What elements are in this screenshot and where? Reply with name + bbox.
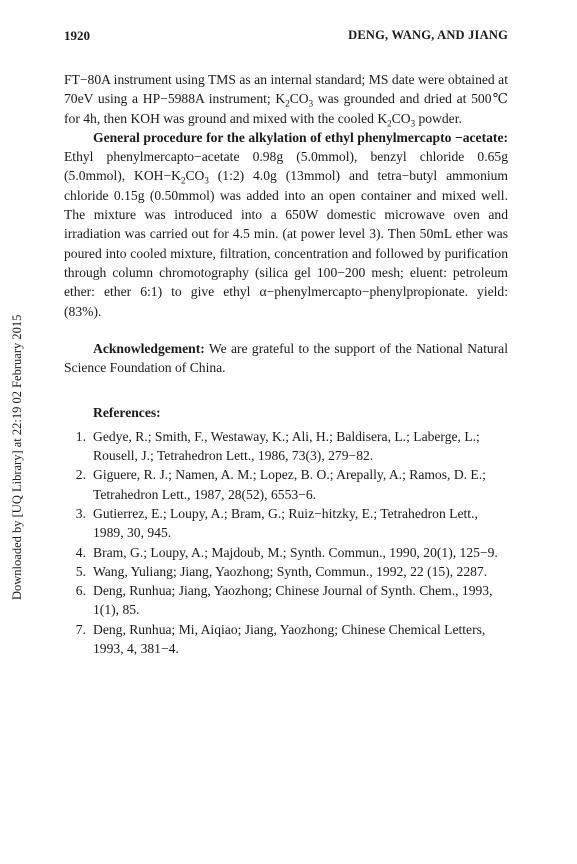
reference-item (64, 562, 508, 581)
page-number: 1920 (64, 28, 90, 43)
page-header (64, 28, 508, 48)
acknowledgement-text: We are grateful to the support of the National Natural Science Foundation of China. (64, 340, 508, 376)
intro-paragraph (64, 70, 508, 128)
reference-text: Wang, Yuliang; Jiang, Yaozhong; Synth, Commun., 1992, 22 (15), 2287. (93, 563, 488, 579)
reference-text: Bram, G.; Loupy, A.; Majdoub, M.; Synth. Commun., 1990, 20(1), 125−9. (93, 544, 498, 560)
reference-text: Giguere, R. J.; Namen, A. M.; Lopez, B. O.; Arepally, A.; Ramos, D. E.; Tetrahedron Lett., 1987, 28(52), 6553−6. (93, 467, 486, 502)
running-head: DENG, WANG, AND JIANG (348, 28, 508, 42)
reference-text: Deng, Runhua; Jiang, Yaozhong; Chinese Journal of Synth. Chem., 1993, 1(1), 85. (93, 583, 493, 618)
subscript: 2 (180, 176, 186, 187)
reference-text: Gedye, R.; Smith, F., Westaway, K.; Ali, H.; Baldisera, L.; Laberge, L.; Rousell, J.; Tetrahedron Lett., 1986, 73(3), 279−82. (93, 428, 480, 464)
reference-item (64, 465, 508, 504)
procedure-text-1: Ethyl phenylmercapto−acetate 0.98g (5.0mmol), benzyl chloride 0.65g (5.0mmol), KOH−K (64, 149, 508, 184)
reference-number: 1. (75, 428, 86, 444)
reference-number: 7. (75, 621, 86, 637)
reference-number: 2. (75, 467, 86, 483)
reference-item (64, 620, 508, 659)
subscript: 3 (204, 176, 209, 187)
procedure-text-2: CO (185, 168, 205, 184)
references-heading: References: (93, 405, 161, 421)
reference-number: 6. (75, 583, 86, 599)
procedure-paragraph (64, 128, 508, 321)
intro-text-3: was grounded and dried at 500℃ for 4h, then KOH was ground and mixed with the cooled K (64, 91, 509, 126)
reference-number: 3. (75, 505, 86, 521)
reference-text: Gutierrez, E.; Loupy, A.; Bram, G.; Ruiz−hitzky, E.; Tetrahedron Lett., 1989, 30, 945. (93, 505, 478, 541)
reference-text: Deng, Runhua; Mi, Aiqiao; Jiang, Yaozhong; Chinese Chemical Letters, 1993, 4, 381−4. (93, 621, 486, 657)
subscript: 2 (285, 99, 290, 110)
download-watermark (10, 300, 24, 600)
acknowledgement-heading: Acknowledgement: (93, 340, 205, 356)
download-watermark-text: Downloaded by [UQ Library] at 22:19 02 February 2015 (10, 314, 24, 600)
reference-list (64, 427, 508, 659)
procedure-text-3: (1:2) 4.0g (13mmol) and tetra−butyl ammonium chloride 0.15g (0.50mmol) was added into an open container and mixed well. The mixture was introduced into a 650W domestic microwave oven and irradiation was carried out for 4.5 min. (at power level 3). Then 50mL ether was poured into cooled mixture, filtration, concentration and followed by purification through column chromotography (silica gel 100−200 mesh; eluent: petroleum ether: ether 6:1) to give ethyl α−phenylmercapto−phenylpropionate. yield: (83%). (64, 168, 509, 319)
subscript: 2 (387, 118, 392, 129)
procedure-heading: General procedure for the alkylation of ethyl phenylmercapto −acetate: (93, 129, 508, 145)
subscript: 3 (410, 118, 416, 129)
reference-number: 5. (75, 563, 86, 579)
intro-text-1: FT−80A instrument using TMS as an internal standard; MS date were obtained at 70eV using a HP−5988A instrument; K (64, 72, 508, 107)
intro-text-2: CO (289, 91, 309, 107)
reference-item (64, 427, 508, 466)
acknowledgement-paragraph (64, 339, 508, 378)
article-body (64, 70, 508, 658)
reference-item (64, 543, 508, 562)
intro-text-5: powder. (415, 110, 462, 126)
reference-item (64, 504, 508, 543)
subscript: 3 (308, 99, 314, 110)
reference-item (64, 581, 508, 620)
intro-text-4: CO (391, 110, 411, 126)
reference-number: 4. (75, 544, 86, 560)
